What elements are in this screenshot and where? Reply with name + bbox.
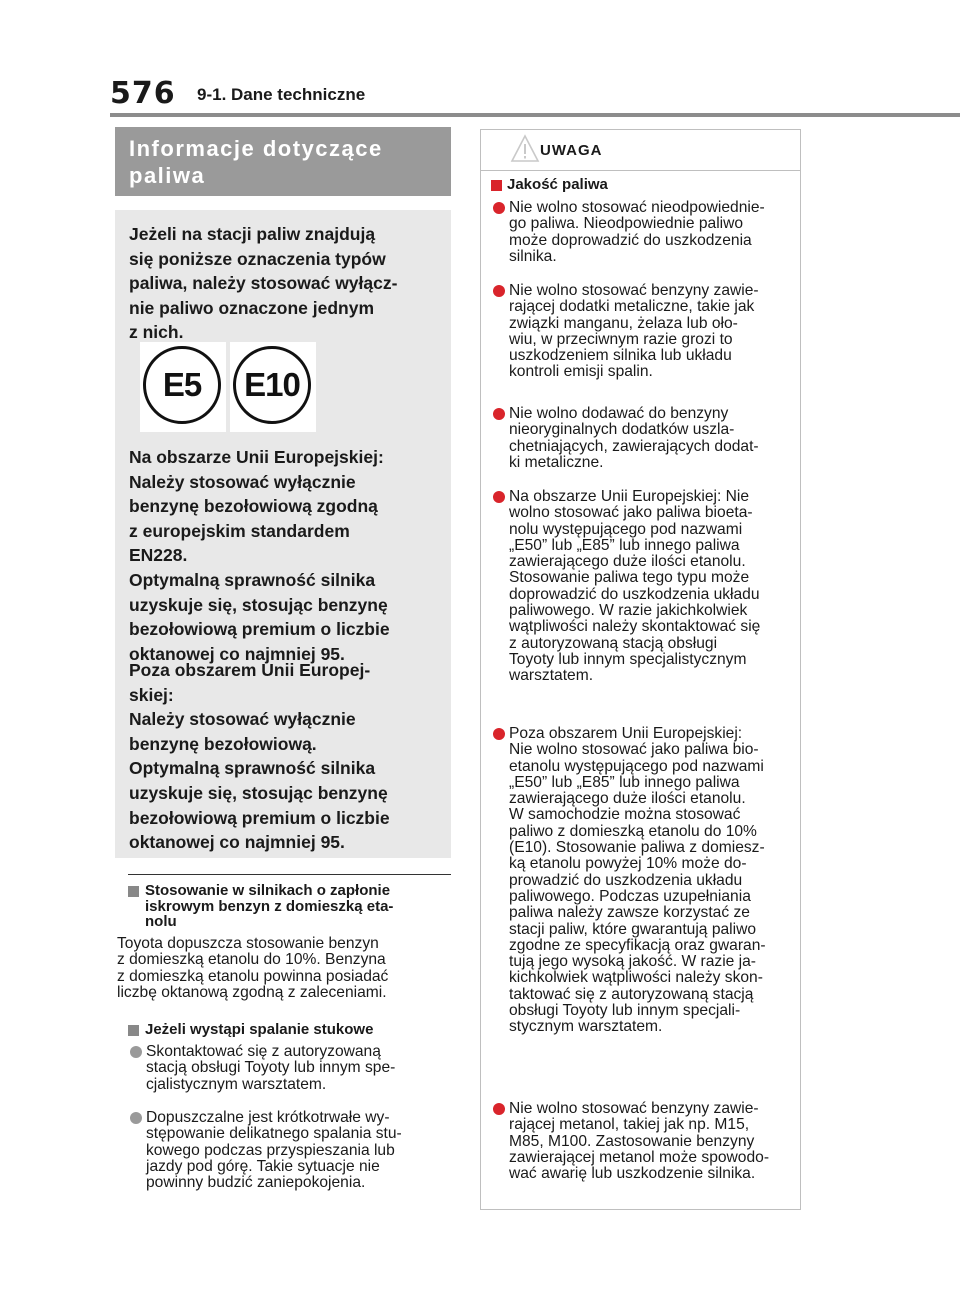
knock-bullet: Skontaktować się z autoryzowaną stacją obsługi Toyoty lub innym spe- cjalistycznym warsztatem. — [128, 1044, 438, 1093]
warning-bullet: Nie wolno stosować benzyny zawie- rającej dodatki metaliczne, takie jak związki manganu, żelaza lub oło- wiu, w przeciwnym razie grozi to uszkodzeniem silnika lub układu kontroli emisji spalin. — [491, 283, 801, 381]
warning-bullet: Nie wolno dodawać do benzyny nieoryginalnych dodatków uszla- chetniających, zawierających dodat- ki metaliczne. — [491, 406, 801, 471]
e10-badge-label: E10 — [233, 346, 311, 424]
warning-box — [480, 129, 801, 1210]
fuel-quality-heading: Jakość paliwa — [491, 177, 791, 193]
fuel-info-box — [115, 210, 451, 858]
e5-badge — [140, 342, 226, 432]
ethanol-text: Toyota dopuszcza stosowanie benzyn z domieszką etanolu do 10%. Benzyna z domieszką etanolu powinna posiadać liczbę oktanową zgodną z zaleceniami. — [117, 935, 389, 1002]
section-divider — [128, 874, 451, 875]
knock-heading: Jeżeli wystąpi spalanie stukowe — [128, 1022, 453, 1038]
warning-bullet: Poza obszarem Unii Europejskiej: Nie wolno stosować jako paliwa bio- etanolu występującego pod nazwami „E50” lub „E85” lub innego paliwa zawierającego duże ilości etanolu. W samochodzie można stosować paliwo z domieszką etanolu do 10% (E10). Stosowanie paliwa z domiesz- ką etanolu powyżej 10% może do- prowadzić do uszkodzenia układu paliwowego. Podczas uzupełniania paliwa należy zawsze korzystać ze stacji paliw, które gwarantują paliwo zgodne ze specyfikacją oraz gwaran- tują jego wysoką jakość. W razie ja- kichkolwiek wątpliwości należy skon- taktować się z autoryzowaną stacją obsługi Toyoty lub innym specjali- stycznym warsztatem. — [491, 726, 801, 1036]
fuel-label-intro: Jeżeli na stacji paliw znajdują się poniższe oznaczenia typów paliwa, należy stosować wyłącz- nie paliwo oznaczone jednym z nich. — [129, 224, 398, 343]
knock-bullet: Dopuszczalne jest krótkotrwałe wy- stępowanie delikatnego spalania stu- kowego podczas przyspieszania lub jazdy pod górę. Takie sytuacje nie powinny budzić zaniepokojenia. — [128, 1110, 438, 1191]
e10-badge — [230, 342, 316, 432]
warning-title: UWAGA — [540, 142, 603, 159]
section-title: 9-1. Dane techniczne — [197, 85, 366, 104]
warning-triangle-icon — [510, 134, 540, 164]
warning-header — [481, 130, 800, 171]
warning-bullet: Nie wolno stosować nieodpowiednie- go paliwa. Nieodpowiednie paliwo może doprowadzić do uszkodzenia silnika. — [491, 200, 801, 265]
page-number: 576 — [110, 76, 176, 111]
e5-badge-label: E5 — [143, 346, 221, 424]
non-eu-fuel-requirements: Poza obszarem Unii Europej- skiej: Należy stosować wyłącznie benzynę bezołowiową. Optymalną sprawność silnika uzyskuje się, stosując benzynę bezołowiową premium o liczbie oktanowej co najmniej 95. — [129, 660, 390, 853]
eu-fuel-requirements: Na obszarze Unii Europejskiej: Należy stosować wyłącznie benzynę bezołowiową zgodną z europejskim standardem EN228. Optymalną sprawność silnika uzyskuje się, stosując benzynę bezołowiową premium o liczbie oktanowej co najmniej 95. — [129, 447, 390, 664]
warning-bullet: Na obszarze Unii Europejskiej: Nie wolno stosować jako paliwa bioeta- nolu występującego pod nazwami „E50” lub „E85” lub innego paliwa zawierającego duże ilości etanolu. Stosowanie paliwa tego typu może doprowadzić do uszkodzenia układu paliwowego. W razie jakichkolwiek wątpliwości należy skontaktować się z autoryzowaną stacją obsługi Toyoty lub innym specjalistycznym warsztatem. — [491, 489, 801, 685]
warning-bullet: Nie wolno stosować benzyny zawie- rającej metanol, takiej jak np. M15, M85, M100. Zastosowanie benzyny zawierającej metanol może spowodo- wać awarię lub uszkodzenie silnika. — [491, 1101, 801, 1182]
fuel-info-banner: Informacje dotyczące paliwa — [115, 127, 451, 196]
ethanol-heading: Stosowanie w silnikach o zapłonie iskrowym benzyn z domieszką eta- nolu — [128, 883, 453, 930]
header-divider — [110, 113, 960, 117]
